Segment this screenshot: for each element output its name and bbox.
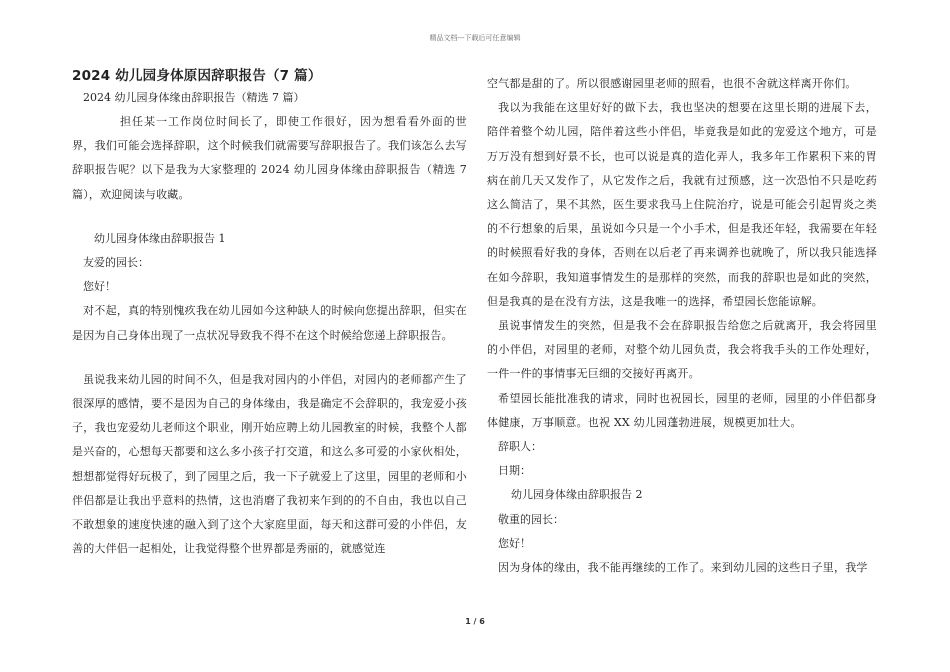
section-heading-2: 幼儿园身体缘由辞职报告 2 [511, 488, 643, 502]
salutation-1: 友爱的园长： [83, 256, 149, 270]
date-line: 日期： [498, 464, 531, 478]
page-header: 精品文档---下载后可任意编辑 [429, 34, 521, 42]
paragraph: 希望园长能批准我的请求，同时也祝园长，园里的老师，园里的小伴侣都身体健康，万事顺意。也祝 XX 幼儿园蓬勃进展，规模更加壮大。 [487, 391, 877, 429]
greeting-1: 您好！ [83, 280, 116, 294]
paragraph: 虽说事情发生的突然，但是我不会在辞职报告给您之后就离开，我会将园里的小伴侣，对园里的老师，对整个幼儿园负责，我会将我手头的工作处理好，一件一件的事情事无巨细的交接好再离开。 [487, 319, 877, 381]
paragraph: 因为身体的缘由，我不能再继续的工作了。来到幼儿园的这些日子里，我学 [498, 561, 868, 575]
signature-line: 辞职人： [498, 440, 542, 454]
greeting-2: 您好！ [498, 536, 531, 550]
document-title: 2024 幼儿园身体原因辞职报告（7 篇） [72, 68, 322, 84]
paragraph: 对不起，真的特别愧疚我在幼儿园如今这种缺人的时候向您提出辞职，但实在是因为自己身体出现了一点状况导致我不得不在这个时候给您递上辞职报告。 [72, 304, 467, 342]
paragraph: 我以为我能在这里好好的做下去，我也坚决的想要在这里长期的进展下去，陪伴着整个幼儿园，陪伴着这些小伴侣，毕竟我是如此的宠爱这个地方，可是万万没有想到好景不长，也可以说是真的造化弄人，我多年工作累积下来的胃病在前几天又发作了，从它发作之后，我就有过预感，这一次恐怕不只是吃药这么简洁了，果不其然，医生要求我马上住院治疗，说是可能会引起胃炎之类的不行想象的后果，虽说如今只是一个小手术，但是我还年轻，我需要在年轻的时候照看好我的身体，否则在以后老了再来调养也就晚了，所以我只能选择在如今辞职，我知道事情发生的是那样的突然，而我的辞职也是如此的突然，但是我真的是在没有方法，这是我唯一的选择，希望园长您能谅解。 [487, 101, 877, 308]
right-column [487, 72, 877, 580]
page-number: 1 / 6 [465, 617, 485, 626]
intro-paragraph: 担任某一工作岗位时间长了，即使工作很好，因为想看看外面的世界，我们可能会选择辞职，这个时候我们就需要写辞职报告了。我们该怎么去写辞职报告呢？以下是我为大家整理的 2024 幼儿园身体缘由辞职报告（精选 7 篇），欢迎阅读与收藏。 [72, 115, 467, 201]
section-heading-1: 幼儿园身体缘由辞职报告 1 [94, 231, 226, 245]
salutation-2: 敬重的园长： [498, 512, 564, 526]
paragraph: 虽说我来幼儿园的时间不久，但是我对园内的小伴侣，对园内的老师都产生了很深厚的感情，要不是因为自己的身体缘由，我是确定不会辞职的，我宠爱小孩子，我也宠爱幼儿老师这个职业，刚开始应聘上幼儿园教室的时候，我整个人都是兴奋的，心想每天都要和这么多小孩子打交道，和这么多可爱的小家伙相处，想想都觉得好玩极了，到了园里之后，我一下子就爱上了这里，园里的老师和小伴侣都是让我出乎意料的热情，这也消磨了我初来乍到的的不自由，我也以自己不敢想象的速度快速的融入到了这个大家庭里面，每天和这群可爱的小伴侣，友善的大伴侣一起相处，让我觉得整个世界都是秀丽的，就感觉连 [72, 372, 467, 556]
paragraph-continued: 空气都是甜的了。所以很感谢园里老师的照看，也很不舍就这样离开你们。 [487, 77, 857, 90]
left-column [72, 66, 467, 561]
document-subtitle: 2024 幼儿园身体缘由辞职报告（精选 7 篇） [83, 91, 305, 104]
